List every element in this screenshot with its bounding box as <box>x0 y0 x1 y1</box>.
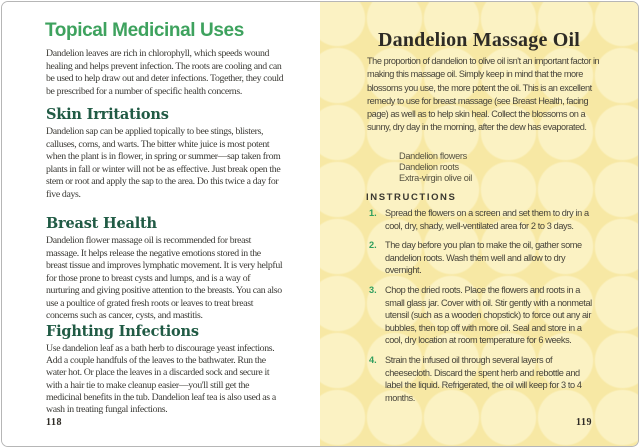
ingredient-item: Dandelion flowers <box>399 151 467 161</box>
step-number: 1. <box>369 208 377 218</box>
instruction-step <box>369 239 597 277</box>
section-body-fighting-infections: Use dandelion leaf as a bath herb to discourage yeast infections. Add a couple handfuls of the leaves to the bathwater. Run the water hot. Or place the leaves in a discarded sock and secure it with a hair tie to make cleanup easier—you'll still get the medicinal benefits in the tub. Dandelion leaf tea is also used as a wash in treating fungal infections. <box>46 343 276 416</box>
section-heading-fighting-infections: Fighting Infections <box>46 323 199 340</box>
left-page-title: Topical Medicinal Uses <box>45 20 244 41</box>
page-number-left: 118 <box>46 417 62 428</box>
step-number: 2. <box>369 240 377 251</box>
instruction-step <box>369 207 597 232</box>
instruction-step <box>369 284 597 347</box>
left-page <box>2 2 320 446</box>
right-page-intro: The proportion of dandelion to olive oil isn't an important factor in making this massage oil. Simply keep in mind that the more blossoms you use, the more potent the oil. This is an excellent remedy to use for breast massage (see Breast Health, facing page) as well as to help skin heal. Collect the blossoms on a sunny, dry day in the morning, after the dew has evaporated. <box>367 56 600 133</box>
step-text: Spread the flowers on a screen and set them to dry in a cool, dry, shady, well-ventilated area for 2 to 3 days. <box>385 208 589 231</box>
step-number: 4. <box>369 354 377 365</box>
step-text: Chop the dried roots. Place the flowers and roots in a small glass jar. Cover with oil. Stir gently with a nonmetal utensil (such as a wooden chopstick) to force out any air bubbles, then top off with more oil. Seal and store in a cool, dry location at room temperature for 6 weeks. <box>385 284 592 346</box>
instruction-step <box>369 354 597 404</box>
step-number: 3. <box>369 284 377 295</box>
section-body-skin-irritations: Dandelion sap can be applied topically to bee stings, blisters, calluses, corns, and warts. The bitter white juice is most potent when the plant is in flower, in spring or summer—sap taken from plants in fall or winter will not be as effective. Just break open the stem or root and apply the sap to the area. Do this twice a day for five days. <box>46 126 281 200</box>
step-text: Strain the infused oil through several layers of cheesecloth. Discard the spent herb and rebottle and label the liquid. Refrigerated, the oil will keep for 3 to 4 months. <box>385 354 582 403</box>
step-text: The day before you plan to make the oil, gather some dandelion roots. Wash them well and allow to dry overnight. <box>385 240 582 276</box>
right-page <box>320 2 638 446</box>
right-page-title: Dandelion Massage Oil <box>378 29 580 51</box>
ingredient-item: Extra-virgin olive oil <box>399 173 473 184</box>
ingredient-item: Dandelion roots <box>399 162 459 173</box>
book-spread <box>1 1 639 447</box>
page-number-right: 119 <box>576 417 592 428</box>
left-page-intro: Dandelion leaves are rich in chlorophyll, which speeds wound healing and helps prevent infection. The roots are cooling and can be used to help draw out and deter infections. Together, they could be prescribed for a number of specific health concerns. <box>46 48 284 97</box>
ingredients-list <box>399 151 599 185</box>
instructions-list <box>369 207 597 411</box>
section-heading-breast-health: Breast Health <box>46 215 157 232</box>
section-heading-skin-irritations: Skin Irritations <box>46 106 169 123</box>
instructions-label: INSTRUCTIONS <box>366 192 457 203</box>
section-body-breast-health: Dandelion flower massage oil is recommended for breast massage. It helps release the negative emotions stored in the breast tissue and improves lymphatic movement. It is very helpful for those prone to breast cysts and lumps, and is a way of nurturing and giving positive attention to the breasts. You can also use a poultice of grated fresh roots or leaves to treat breast concerns such as cancer, cysts, and mastitis. <box>46 235 283 321</box>
